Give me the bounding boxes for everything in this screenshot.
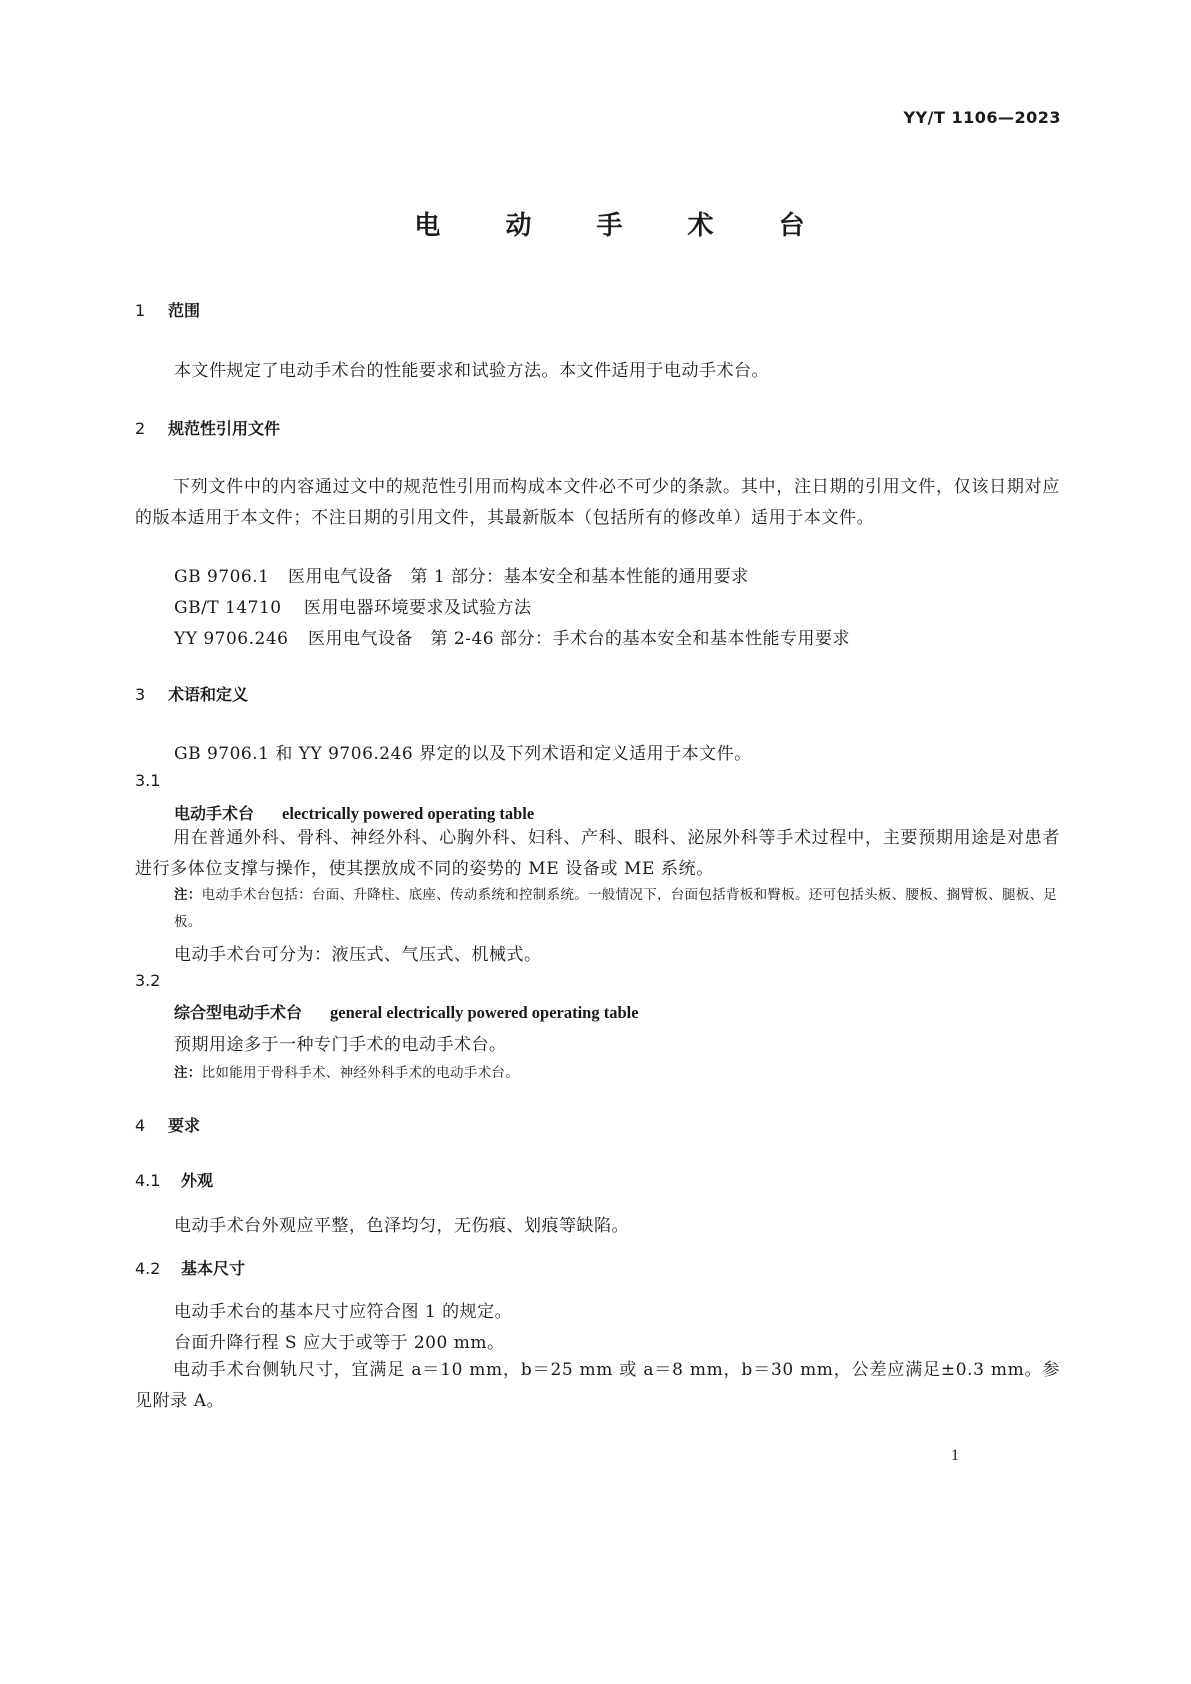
- term-3-2-note: [174, 1061, 519, 1081]
- section-title: 术语和定义: [168, 685, 249, 704]
- subsection-4-2-line-3: 电动手术台侧轨尺寸，宜满足 a＝10 mm，b＝25 mm 或 a＝8 mm，b＝30 mm，公差应满足±0.3 mm。参见附录 A。: [135, 1360, 1060, 1411]
- subsection-4-1-heading: [135, 1168, 213, 1191]
- reference-code: GB/T 14710: [174, 598, 282, 618]
- section-number: 4: [135, 1116, 146, 1135]
- subsection-4-1-text: 电动手术台外观应平整，色泽均匀，无伤痕、划痕等缺陷。: [174, 1216, 629, 1236]
- reference-item: [174, 624, 850, 649]
- section-number: 4.1: [135, 1171, 161, 1190]
- term-3-1: [174, 801, 534, 824]
- section-number: 3: [135, 685, 146, 704]
- section-title: 要求: [168, 1116, 201, 1135]
- subsection-4-2-line-1: 电动手术台的基本尺寸应符合图 1 的规定。: [174, 1302, 513, 1322]
- term-3-1-note: [174, 882, 1064, 936]
- section-title: 规范性引用文件: [168, 419, 281, 438]
- term-zh: 电动手术台: [174, 804, 255, 823]
- section-3-heading: [135, 682, 248, 705]
- reference-item: [174, 593, 532, 618]
- reference-title: 医用电气设备 第 2-46 部分：手术台的基本安全和基本性能专用要求: [308, 629, 850, 649]
- reference-code: GB 9706.1: [174, 567, 270, 587]
- term-en: electrically powered operating table: [282, 804, 535, 823]
- note-label: 注：: [174, 1065, 202, 1081]
- reference-title: 医用电气设备 第 1 部分：基本安全和基本性能的通用要求: [288, 567, 749, 587]
- note-text: 电动手术台包括：台面、升降柱、底座、传动系统和控制系统。一般情况下，台面包括背板和臀板。还可包括头板、腰板、搁臂板、腿板、足板。: [174, 887, 1058, 930]
- reference-title: 医用电器环境要求及试验方法: [304, 598, 532, 618]
- term-3-2: [174, 1000, 639, 1023]
- section-1-text: 本文件规定了电动手术台的性能要求和试验方法。本文件适用于电动手术台。: [174, 361, 769, 381]
- subsection-4-2-heading: [135, 1256, 245, 1279]
- page-number: 1: [951, 1447, 959, 1464]
- document-code: YY/T 1106—2023: [903, 108, 1061, 127]
- document-title: 电 动 手 术 台: [414, 211, 833, 241]
- subsection-4-2-line-2: 台面升降行程 S 应大于或等于 200 mm。: [174, 1333, 505, 1353]
- term-number: 3.2: [135, 971, 161, 990]
- section-number: 4.2: [135, 1259, 161, 1278]
- section-2-intro: 下列文件中的内容通过文中的规范性引用而构成本文件必不可少的条款。其中，注日期的引用文件，仅该日期对应的版本适用于本文件；不注日期的引用文件，其最新版本（包括所有的修改单）适用于本文件。: [135, 477, 1060, 528]
- reference-item: [174, 562, 749, 587]
- term-3-1-extra: 电动手术台可分为：液压式、气压式、机械式。: [174, 945, 542, 965]
- section-title: 范围: [168, 301, 201, 320]
- term-en: general electrically powered operating table: [330, 1003, 639, 1022]
- section-title: 基本尺寸: [181, 1259, 246, 1278]
- term-3-2-definition: 预期用途多于一种专门手术的电动手术台。: [174, 1035, 507, 1055]
- term-number: 3.1: [135, 771, 161, 790]
- section-title: 外观: [181, 1171, 214, 1190]
- section-4-heading: [135, 1113, 200, 1136]
- section-2-heading: [135, 416, 280, 439]
- section-number: 1: [135, 301, 146, 320]
- note-label: 注：: [174, 887, 202, 903]
- reference-code: YY 9706.246: [174, 629, 289, 649]
- section-1-heading: [135, 298, 200, 321]
- note-text: 比如能用于骨科手术、神经外科手术的电动手术台。: [201, 1065, 520, 1081]
- term-zh: 综合型电动手术台: [174, 1003, 303, 1022]
- section-number: 2: [135, 419, 146, 438]
- term-3-1-definition: 用在普通外科、骨科、神经外科、心胸外科、妇科、产科、眼科、泌尿外科等手术过程中，主要预期用途是对患者进行多体位支撑与操作，使其摆放成不同的姿势的 ME 设备或 ME 系统。: [135, 828, 1060, 879]
- section-3-intro: GB 9706.1 和 YY 9706.246 界定的以及下列术语和定义适用于本文件。: [174, 744, 752, 764]
